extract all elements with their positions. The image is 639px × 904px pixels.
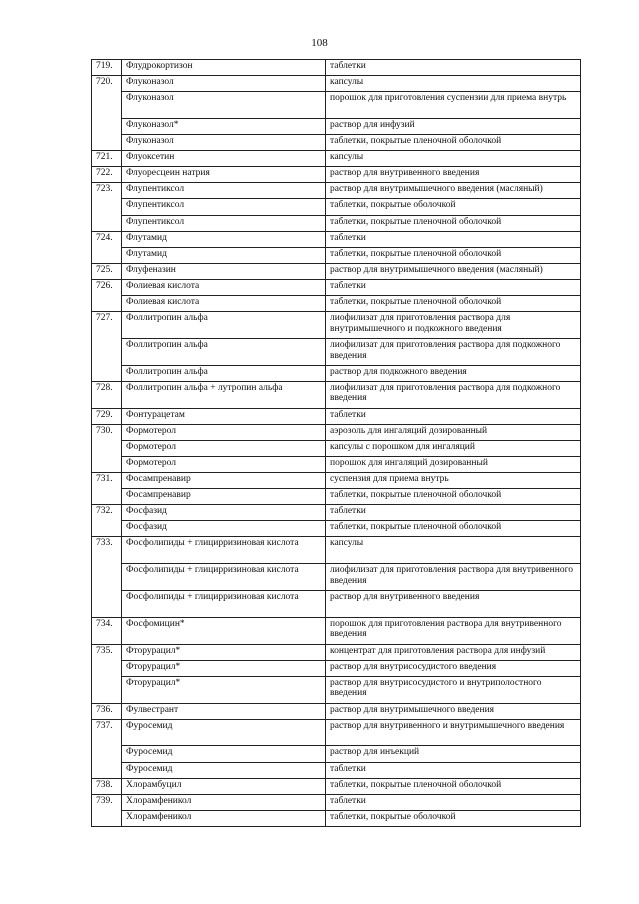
dosage-form: таблетки, покрытые оболочкой [326, 810, 581, 826]
row-number: 736. [92, 703, 122, 719]
row-number: 726. [92, 279, 122, 311]
dosage-form: лиофилизат для приготовления раствора для подкожного введения [326, 381, 581, 408]
drug-name: Фоллитропин альфа [122, 312, 326, 339]
drug-name: Флуконазол [122, 76, 326, 92]
table-row [92, 521, 581, 537]
dosage-form: раствор для внутримышечного введения (масляный) [326, 183, 581, 199]
table-row [92, 746, 581, 762]
drug-name: Флутамид [122, 247, 326, 263]
table-row [92, 794, 581, 810]
table-row [92, 440, 581, 456]
row-number: 738. [92, 778, 122, 794]
row-number: 731. [92, 472, 122, 504]
row-number: 721. [92, 151, 122, 167]
drug-name: Флуконазол* [122, 118, 326, 134]
row-number: 725. [92, 263, 122, 279]
drug-name: Фоллитропин альфа [122, 338, 326, 365]
drug-name: Фторурацил* [122, 676, 326, 703]
dosage-form: раствор для подкожного введения [326, 365, 581, 381]
table-row [92, 644, 581, 660]
dosage-form: раствор для внутрисосудистого и внутриполостного введения [326, 676, 581, 703]
table-row [92, 151, 581, 167]
table-row [92, 424, 581, 440]
dosage-form: таблетки [326, 279, 581, 295]
table-row [92, 590, 581, 617]
dosage-form: порошок для приготовления раствора для внутривенного введения [326, 617, 581, 644]
drug-name: Фуросемид [122, 719, 326, 746]
dosage-form: таблетки [326, 505, 581, 521]
dosage-form: раствор для внутримышечного введения (масляный) [326, 263, 581, 279]
table-row [92, 279, 581, 295]
row-number: 720. [92, 76, 122, 151]
dosage-form: таблетки, покрытые пленочной оболочкой [326, 135, 581, 151]
dosage-form: таблетки, покрытые пленочной оболочкой [326, 296, 581, 312]
drug-name: Фосфолипиды + глицирризиновая кислота [122, 537, 326, 564]
table-row [92, 247, 581, 263]
dosage-form: аэрозоль для ингаляций дозированный [326, 424, 581, 440]
drug-name: Фосфазид [122, 505, 326, 521]
dosage-form: таблетки [326, 231, 581, 247]
drug-name: Флуоресцеин натрия [122, 167, 326, 183]
dosage-form: таблетки [326, 60, 581, 76]
dosage-form: таблетки, покрытые пленочной оболочкой [326, 778, 581, 794]
drug-name: Флудрокортизон [122, 60, 326, 76]
dosage-form: раствор для внутривенного введения [326, 167, 581, 183]
table-row [92, 365, 581, 381]
dosage-form: таблетки, покрытые пленочной оболочкой [326, 489, 581, 505]
drug-name: Фоллитропин альфа [122, 365, 326, 381]
table-row [92, 338, 581, 365]
table-row [92, 199, 581, 215]
row-number: 723. [92, 183, 122, 231]
table-row [92, 810, 581, 826]
dosage-form: таблетки [326, 794, 581, 810]
table-row [92, 118, 581, 134]
dosage-form: порошок для приготовления суспензии для приема внутрь [326, 92, 581, 119]
table-row [92, 231, 581, 247]
table-row [92, 92, 581, 119]
row-number: 739. [92, 794, 122, 826]
drug-name: Флуконазол [122, 92, 326, 119]
drug-table [91, 59, 581, 827]
table-row [92, 719, 581, 746]
dosage-form: таблетки, покрытые пленочной оболочкой [326, 215, 581, 231]
drug-name: Фосампренавир [122, 489, 326, 505]
table-row [92, 537, 581, 564]
row-number: 728. [92, 381, 122, 408]
row-number: 719. [92, 60, 122, 76]
dosage-form: таблетки [326, 762, 581, 778]
table-row [92, 296, 581, 312]
table-row [92, 183, 581, 199]
drug-name: Флуконазол [122, 135, 326, 151]
row-number: 722. [92, 167, 122, 183]
drug-name: Фолиевая кислота [122, 279, 326, 295]
table-row [92, 135, 581, 151]
row-number: 730. [92, 424, 122, 472]
table-row [92, 489, 581, 505]
table-row [92, 263, 581, 279]
dosage-form: лиофилизат для приготовления раствора для внутривенного введения [326, 564, 581, 591]
drug-name: Флутамид [122, 231, 326, 247]
drug-name: Фосфолипиды + глицирризиновая кислота [122, 590, 326, 617]
drug-name: Хлорамфеникол [122, 794, 326, 810]
drug-name: Фосфомицин* [122, 617, 326, 644]
table-row [92, 76, 581, 92]
dosage-form: раствор для внутрисосудистого введения [326, 660, 581, 676]
drug-name: Флупентиксол [122, 199, 326, 215]
row-number: 734. [92, 617, 122, 644]
dosage-form: суспензия для приема внутрь [326, 472, 581, 488]
row-number: 732. [92, 505, 122, 537]
dosage-form: лиофилизат для приготовления раствора для внутримышечного и подкожного введения [326, 312, 581, 339]
dosage-form: капсулы [326, 76, 581, 92]
table-row [92, 456, 581, 472]
row-number: 733. [92, 537, 122, 617]
table-row [92, 564, 581, 591]
drug-name: Хлорамбуцил [122, 778, 326, 794]
drug-name: Фонтурацетам [122, 408, 326, 424]
drug-name: Фосфазид [122, 521, 326, 537]
row-number: 737. [92, 719, 122, 778]
dosage-form: раствор для внутримышечного введения [326, 703, 581, 719]
table-row [92, 778, 581, 794]
drug-name: Флупентиксол [122, 183, 326, 199]
table-row [92, 505, 581, 521]
table-row [92, 312, 581, 339]
table-row [92, 381, 581, 408]
table-row [92, 762, 581, 778]
dosage-form: капсулы с порошком для ингаляций [326, 440, 581, 456]
table-row [92, 167, 581, 183]
dosage-form: лиофилизат для приготовления раствора для подкожного введения [326, 338, 581, 365]
dosage-form: концентрат для приготовления раствора для инфузий [326, 644, 581, 660]
table-row [92, 472, 581, 488]
row-number: 724. [92, 231, 122, 263]
drug-name: Формотерол [122, 424, 326, 440]
dosage-form: раствор для внутривенного и внутримышечного введения [326, 719, 581, 746]
drug-name: Фторурацил* [122, 660, 326, 676]
dosage-form: капсулы [326, 151, 581, 167]
dosage-form: раствор для внутривенного введения [326, 590, 581, 617]
drug-name: Фулвестрант [122, 703, 326, 719]
table-row [92, 60, 581, 76]
drug-name: Флуоксетин [122, 151, 326, 167]
row-number: 729. [92, 408, 122, 424]
drug-name: Фолиевая кислота [122, 296, 326, 312]
drug-name: Формотерол [122, 440, 326, 456]
drug-name: Фуросемид [122, 762, 326, 778]
drug-name: Фторурацил* [122, 644, 326, 660]
dosage-form: таблетки, покрытые пленочной оболочкой [326, 247, 581, 263]
drug-name: Флупентиксол [122, 215, 326, 231]
drug-name: Флуфеназин [122, 263, 326, 279]
drug-name: Фуросемид [122, 746, 326, 762]
page-number: 108 [311, 37, 328, 49]
dosage-form: раствор для инфузий [326, 118, 581, 134]
table-row [92, 215, 581, 231]
drug-name: Фоллитропин альфа + лутропин альфа [122, 381, 326, 408]
drug-name: Фосампренавир [122, 472, 326, 488]
table-row [92, 617, 581, 644]
table-row [92, 703, 581, 719]
dosage-form: раствор для инъекций [326, 746, 581, 762]
drug-name: Фосфолипиды + глицирризиновая кислота [122, 564, 326, 591]
dosage-form: капсулы [326, 537, 581, 564]
row-number: 735. [92, 644, 122, 703]
dosage-form: таблетки [326, 408, 581, 424]
row-number: 727. [92, 312, 122, 382]
drug-name: Хлорамфеникол [122, 810, 326, 826]
table-row [92, 676, 581, 703]
table-row [92, 408, 581, 424]
dosage-form: порошок для ингаляций дозированный [326, 456, 581, 472]
dosage-form: таблетки, покрытые оболочкой [326, 199, 581, 215]
table-row [92, 660, 581, 676]
dosage-form: таблетки, покрытые пленочной оболочкой [326, 521, 581, 537]
drug-name: Формотерол [122, 456, 326, 472]
